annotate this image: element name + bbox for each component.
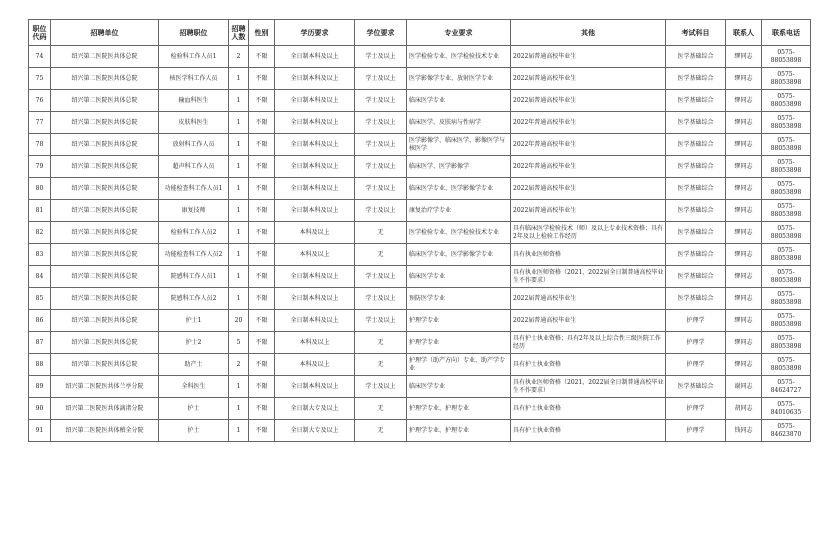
cell-position: 护士2 bbox=[159, 332, 229, 354]
cell-gender: 不限 bbox=[249, 200, 275, 222]
cell-other: 2022年普通高校毕业生 bbox=[511, 156, 666, 178]
table-row bbox=[29, 134, 811, 156]
cell-degree: 学士及以上 bbox=[355, 134, 407, 156]
cell-code: 87 bbox=[29, 332, 51, 354]
cell-code: 84 bbox=[29, 266, 51, 288]
cell-education: 全日制本科及以上 bbox=[275, 200, 355, 222]
cell-major: 护理学专业 bbox=[407, 332, 511, 354]
col-header-contact: 联系人 bbox=[726, 20, 762, 46]
cell-code: 78 bbox=[29, 134, 51, 156]
cell-gender: 不限 bbox=[249, 266, 275, 288]
cell-exam: 护理学 bbox=[666, 332, 726, 354]
cell-other: 具有护士执业资格 bbox=[511, 420, 666, 442]
cell-exam: 医学基础综合 bbox=[666, 46, 726, 68]
cell-other: 具有护士执业资格；具有2年及以上综合性三级医院工作经历 bbox=[511, 332, 666, 354]
cell-contact: 缪同志 bbox=[726, 244, 762, 266]
cell-position: 院感科工作人员1 bbox=[159, 266, 229, 288]
cell-phone: 0575-88053898 bbox=[762, 156, 811, 178]
cell-gender: 不限 bbox=[249, 288, 275, 310]
cell-contact: 缪同志 bbox=[726, 112, 762, 134]
col-header-exam: 考试科目 bbox=[666, 20, 726, 46]
cell-exam: 医学基础综合 bbox=[666, 376, 726, 398]
cell-major: 医学影像学、临床医学、影像医学与核医学 bbox=[407, 134, 511, 156]
table-row bbox=[29, 398, 811, 420]
cell-gender: 不限 bbox=[249, 156, 275, 178]
cell-count: 1 bbox=[229, 288, 249, 310]
cell-contact: 缪同志 bbox=[726, 354, 762, 376]
cell-code: 88 bbox=[29, 354, 51, 376]
cell-position: 院感科工作人员2 bbox=[159, 288, 229, 310]
table-row bbox=[29, 112, 811, 134]
cell-phone: 0575-88053898 bbox=[762, 90, 811, 112]
cell-phone: 0575-84623870 bbox=[762, 420, 811, 442]
col-header-count: 招聘人数 bbox=[229, 20, 249, 46]
table-row bbox=[29, 178, 811, 200]
cell-major: 护理学（助产方向）专业、助产学专业 bbox=[407, 354, 511, 376]
col-header-phone: 联系电话 bbox=[762, 20, 811, 46]
cell-exam: 医学基础综合 bbox=[666, 222, 726, 244]
cell-education: 全日制本科及以上 bbox=[275, 310, 355, 332]
cell-position: 超声科工作人员 bbox=[159, 156, 229, 178]
col-header-gender: 性别 bbox=[249, 20, 275, 46]
cell-education: 全日制大专及以上 bbox=[275, 398, 355, 420]
cell-major: 医学检验专业、医学检验技术专业 bbox=[407, 46, 511, 68]
cell-degree: 无 bbox=[355, 398, 407, 420]
cell-unit: 绍兴第二医院医共体总院 bbox=[51, 222, 159, 244]
cell-education: 全日制本科及以上 bbox=[275, 90, 355, 112]
cell-contact: 缪同志 bbox=[726, 46, 762, 68]
cell-phone: 0575-88053898 bbox=[762, 288, 811, 310]
cell-position: 功能检查科工作人员2 bbox=[159, 244, 229, 266]
cell-other: 具有护士执业资格 bbox=[511, 398, 666, 420]
cell-gender: 不限 bbox=[249, 46, 275, 68]
cell-education: 本科及以上 bbox=[275, 222, 355, 244]
col-header-degree: 学位要求 bbox=[355, 20, 407, 46]
table-row bbox=[29, 222, 811, 244]
cell-code: 79 bbox=[29, 156, 51, 178]
cell-unit: 绍兴第二医院医共体总院 bbox=[51, 46, 159, 68]
cell-count: 1 bbox=[229, 266, 249, 288]
cell-degree: 无 bbox=[355, 420, 407, 442]
cell-gender: 不限 bbox=[249, 332, 275, 354]
cell-exam: 医学基础综合 bbox=[666, 288, 726, 310]
cell-phone: 0575-88053898 bbox=[762, 266, 811, 288]
cell-education: 全日制本科及以上 bbox=[275, 376, 355, 398]
cell-other: 具有护士执业资格 bbox=[511, 354, 666, 376]
cell-count: 1 bbox=[229, 68, 249, 90]
cell-education: 全日制本科及以上 bbox=[275, 288, 355, 310]
cell-other: 2022届普通高校毕业生 bbox=[511, 288, 666, 310]
cell-unit: 绍兴第二医院医共体总院 bbox=[51, 310, 159, 332]
cell-degree: 学士及以上 bbox=[355, 156, 407, 178]
cell-code: 82 bbox=[29, 222, 51, 244]
cell-gender: 不限 bbox=[249, 244, 275, 266]
cell-count: 1 bbox=[229, 222, 249, 244]
cell-gender: 不限 bbox=[249, 398, 275, 420]
cell-contact: 胡同志 bbox=[726, 398, 762, 420]
table-row bbox=[29, 288, 811, 310]
cell-education: 本科及以上 bbox=[275, 332, 355, 354]
cell-unit: 绍兴第二医院医共体总院 bbox=[51, 332, 159, 354]
cell-other: 2022届普通高校毕业生 bbox=[511, 90, 666, 112]
table-row bbox=[29, 68, 811, 90]
cell-code: 81 bbox=[29, 200, 51, 222]
cell-phone: 0575-88053898 bbox=[762, 68, 811, 90]
table-row bbox=[29, 90, 811, 112]
cell-exam: 医学基础综合 bbox=[666, 68, 726, 90]
table-row bbox=[29, 420, 811, 442]
cell-exam: 医学基础综合 bbox=[666, 134, 726, 156]
cell-education: 全日制本科及以上 bbox=[275, 266, 355, 288]
col-header-education: 学历要求 bbox=[275, 20, 355, 46]
cell-other: 具有执业医师资格 bbox=[511, 244, 666, 266]
cell-unit: 绍兴第二医院医共体稽全分院 bbox=[51, 420, 159, 442]
cell-contact: 缪同志 bbox=[726, 310, 762, 332]
col-header-position: 招聘职位 bbox=[159, 20, 229, 46]
cell-gender: 不限 bbox=[249, 68, 275, 90]
cell-other: 2022届普通高校毕业生 bbox=[511, 46, 666, 68]
cell-degree: 学士及以上 bbox=[355, 178, 407, 200]
cell-contact: 谢同志 bbox=[726, 376, 762, 398]
cell-degree: 学士及以上 bbox=[355, 112, 407, 134]
cell-position: 功能检查科工作人员1 bbox=[159, 178, 229, 200]
table-row bbox=[29, 354, 811, 376]
cell-position: 输血科医生 bbox=[159, 90, 229, 112]
cell-position: 检验科工作人员1 bbox=[159, 46, 229, 68]
cell-education: 全日制大专及以上 bbox=[275, 420, 355, 442]
cell-count: 1 bbox=[229, 420, 249, 442]
cell-position: 放射科工作人员 bbox=[159, 134, 229, 156]
cell-count: 1 bbox=[229, 200, 249, 222]
cell-major: 临床医学、皮肤病与性病学 bbox=[407, 112, 511, 134]
cell-major: 临床医学专业 bbox=[407, 266, 511, 288]
cell-degree: 学士及以上 bbox=[355, 376, 407, 398]
cell-count: 2 bbox=[229, 354, 249, 376]
cell-position: 康复技师 bbox=[159, 200, 229, 222]
cell-position: 皮肤科医生 bbox=[159, 112, 229, 134]
cell-exam: 医学基础综合 bbox=[666, 112, 726, 134]
cell-education: 全日制本科及以上 bbox=[275, 156, 355, 178]
cell-contact: 缪同志 bbox=[726, 134, 762, 156]
cell-count: 1 bbox=[229, 112, 249, 134]
cell-count: 20 bbox=[229, 310, 249, 332]
cell-position: 护士 bbox=[159, 420, 229, 442]
cell-education: 本科及以上 bbox=[275, 354, 355, 376]
table-row bbox=[29, 332, 811, 354]
cell-phone: 0575-84624727 bbox=[762, 376, 811, 398]
cell-phone: 0575-88053898 bbox=[762, 134, 811, 156]
cell-position: 核医学科工作人员 bbox=[159, 68, 229, 90]
cell-unit: 绍兴第二医院医共体总院 bbox=[51, 288, 159, 310]
cell-degree: 学士及以上 bbox=[355, 68, 407, 90]
cell-exam: 护理学 bbox=[666, 398, 726, 420]
cell-contact: 缪同志 bbox=[726, 178, 762, 200]
cell-code: 90 bbox=[29, 398, 51, 420]
cell-phone: 0575-88053898 bbox=[762, 222, 811, 244]
cell-education: 全日制本科及以上 bbox=[275, 112, 355, 134]
cell-degree: 无 bbox=[355, 354, 407, 376]
cell-unit: 绍兴第二医院医共体总院 bbox=[51, 112, 159, 134]
cell-phone: 0575-88053898 bbox=[762, 354, 811, 376]
cell-unit: 绍兴第二医院医共体总院 bbox=[51, 90, 159, 112]
cell-position: 护士 bbox=[159, 398, 229, 420]
cell-education: 全日制本科及以上 bbox=[275, 46, 355, 68]
cell-other: 2022年普通高校毕业生 bbox=[511, 134, 666, 156]
cell-gender: 不限 bbox=[249, 354, 275, 376]
cell-contact: 缪同志 bbox=[726, 332, 762, 354]
table-row bbox=[29, 266, 811, 288]
cell-degree: 无 bbox=[355, 332, 407, 354]
cell-phone: 0575-88053898 bbox=[762, 46, 811, 68]
cell-code: 74 bbox=[29, 46, 51, 68]
cell-other: 具有执业医师资格（2021、2022届全日制普通高校毕业生不作要求） bbox=[511, 376, 666, 398]
cell-other: 2022届普通高校毕业生 bbox=[511, 310, 666, 332]
table-row bbox=[29, 310, 811, 332]
cell-major: 护理学专业、护理专业 bbox=[407, 398, 511, 420]
cell-code: 76 bbox=[29, 90, 51, 112]
header-row bbox=[29, 20, 811, 46]
cell-education: 全日制本科及以上 bbox=[275, 178, 355, 200]
cell-code: 89 bbox=[29, 376, 51, 398]
cell-phone: 0575-88053898 bbox=[762, 310, 811, 332]
cell-unit: 绍兴第二医院医共体总院 bbox=[51, 134, 159, 156]
cell-position: 全科医生 bbox=[159, 376, 229, 398]
cell-degree: 无 bbox=[355, 244, 407, 266]
cell-count: 1 bbox=[229, 244, 249, 266]
cell-education: 全日制本科及以上 bbox=[275, 134, 355, 156]
cell-exam: 护理学 bbox=[666, 420, 726, 442]
cell-phone: 0575-88053898 bbox=[762, 178, 811, 200]
cell-contact: 钱同志 bbox=[726, 420, 762, 442]
cell-education: 本科及以上 bbox=[275, 244, 355, 266]
cell-major: 临床医学专业、医学影像学专业 bbox=[407, 178, 511, 200]
col-header-unit: 招聘单位 bbox=[51, 20, 159, 46]
cell-other: 2022年普通高校毕业生 bbox=[511, 112, 666, 134]
cell-major: 预防医学专业 bbox=[407, 288, 511, 310]
cell-exam: 医学基础综合 bbox=[666, 156, 726, 178]
cell-code: 80 bbox=[29, 178, 51, 200]
cell-code: 85 bbox=[29, 288, 51, 310]
cell-exam: 护理学 bbox=[666, 354, 726, 376]
cell-unit: 绍兴第二医院医共体总院 bbox=[51, 266, 159, 288]
cell-gender: 不限 bbox=[249, 420, 275, 442]
cell-gender: 不限 bbox=[249, 222, 275, 244]
cell-degree: 无 bbox=[355, 222, 407, 244]
cell-major: 临床医学专业、医学影像学专业 bbox=[407, 244, 511, 266]
cell-phone: 0575-88053898 bbox=[762, 244, 811, 266]
cell-code: 86 bbox=[29, 310, 51, 332]
cell-gender: 不限 bbox=[249, 112, 275, 134]
col-header-code: 职位代码 bbox=[29, 20, 51, 46]
cell-major: 临床医学专业 bbox=[407, 90, 511, 112]
cell-unit: 绍兴第二医院医共体漓渚分院 bbox=[51, 398, 159, 420]
table-row bbox=[29, 200, 811, 222]
cell-exam: 医学基础综合 bbox=[666, 266, 726, 288]
cell-gender: 不限 bbox=[249, 376, 275, 398]
cell-major: 医学检验专业、医学检验技术专业 bbox=[407, 222, 511, 244]
cell-degree: 学士及以上 bbox=[355, 310, 407, 332]
cell-contact: 缪同志 bbox=[726, 156, 762, 178]
cell-major: 临床医学、医学影像学 bbox=[407, 156, 511, 178]
cell-degree: 学士及以上 bbox=[355, 288, 407, 310]
cell-major: 医学影像学专业、放射医学专业 bbox=[407, 68, 511, 90]
table-row bbox=[29, 244, 811, 266]
cell-major: 临床医学专业 bbox=[407, 376, 511, 398]
recruitment-table-container bbox=[28, 19, 811, 442]
cell-phone: 0575-84010635 bbox=[762, 398, 811, 420]
cell-count: 2 bbox=[229, 46, 249, 68]
cell-degree: 学士及以上 bbox=[355, 266, 407, 288]
cell-code: 83 bbox=[29, 244, 51, 266]
col-header-other: 其他 bbox=[511, 20, 666, 46]
cell-code: 91 bbox=[29, 420, 51, 442]
cell-position: 护士1 bbox=[159, 310, 229, 332]
cell-exam: 医学基础综合 bbox=[666, 90, 726, 112]
cell-unit: 绍兴第二医院医共体总院 bbox=[51, 156, 159, 178]
cell-count: 1 bbox=[229, 156, 249, 178]
cell-education: 全日制本科及以上 bbox=[275, 68, 355, 90]
cell-gender: 不限 bbox=[249, 178, 275, 200]
table-body bbox=[29, 46, 811, 442]
cell-phone: 0575-88053898 bbox=[762, 200, 811, 222]
table-row bbox=[29, 46, 811, 68]
cell-code: 75 bbox=[29, 68, 51, 90]
cell-count: 1 bbox=[229, 376, 249, 398]
cell-unit: 绍兴第二医院医共体总院 bbox=[51, 200, 159, 222]
cell-degree: 学士及以上 bbox=[355, 90, 407, 112]
cell-gender: 不限 bbox=[249, 134, 275, 156]
cell-unit: 绍兴第二医院医共体兰亭分院 bbox=[51, 376, 159, 398]
cell-phone: 0575-88053898 bbox=[762, 112, 811, 134]
cell-contact: 缪同志 bbox=[726, 288, 762, 310]
cell-count: 1 bbox=[229, 134, 249, 156]
cell-major: 护理学专业 bbox=[407, 310, 511, 332]
cell-major: 康复治疗学专业 bbox=[407, 200, 511, 222]
cell-other: 具有执业医师资格（2021、2022届全日制普通高校毕业生不作要求） bbox=[511, 266, 666, 288]
cell-other: 2022届普通高校毕业生 bbox=[511, 178, 666, 200]
cell-position: 助产士 bbox=[159, 354, 229, 376]
cell-exam: 护理学 bbox=[666, 310, 726, 332]
cell-unit: 绍兴第二医院医共体总院 bbox=[51, 244, 159, 266]
cell-other: 具有临床医学检验技术（师）及以上专业技术资格；具有2年及以上检验工作经历 bbox=[511, 222, 666, 244]
cell-unit: 绍兴第二医院医共体总院 bbox=[51, 178, 159, 200]
cell-exam: 医学基础综合 bbox=[666, 178, 726, 200]
cell-count: 1 bbox=[229, 178, 249, 200]
table-row bbox=[29, 156, 811, 178]
cell-contact: 缪同志 bbox=[726, 266, 762, 288]
cell-degree: 学士及以上 bbox=[355, 200, 407, 222]
table-row bbox=[29, 376, 811, 398]
cell-contact: 缪同志 bbox=[726, 222, 762, 244]
cell-exam: 医学基础综合 bbox=[666, 244, 726, 266]
cell-count: 5 bbox=[229, 332, 249, 354]
cell-count: 1 bbox=[229, 90, 249, 112]
cell-exam: 医学基础综合 bbox=[666, 200, 726, 222]
cell-contact: 缪同志 bbox=[726, 200, 762, 222]
cell-degree: 学士及以上 bbox=[355, 46, 407, 68]
cell-unit: 绍兴第二医院医共体总院 bbox=[51, 68, 159, 90]
cell-phone: 0575-88053898 bbox=[762, 332, 811, 354]
cell-major: 护理学专业、护理专业 bbox=[407, 420, 511, 442]
cell-gender: 不限 bbox=[249, 310, 275, 332]
cell-position: 检验科工作人员2 bbox=[159, 222, 229, 244]
recruitment-table bbox=[28, 19, 811, 442]
cell-other: 2022届普通高校毕业生 bbox=[511, 200, 666, 222]
cell-contact: 缪同志 bbox=[726, 90, 762, 112]
cell-other: 2022届普通高校毕业生 bbox=[511, 68, 666, 90]
cell-gender: 不限 bbox=[249, 90, 275, 112]
cell-code: 77 bbox=[29, 112, 51, 134]
col-header-major: 专业要求 bbox=[407, 20, 511, 46]
cell-contact: 缪同志 bbox=[726, 68, 762, 90]
cell-count: 1 bbox=[229, 398, 249, 420]
cell-unit: 绍兴第二医院医共体总院 bbox=[51, 354, 159, 376]
